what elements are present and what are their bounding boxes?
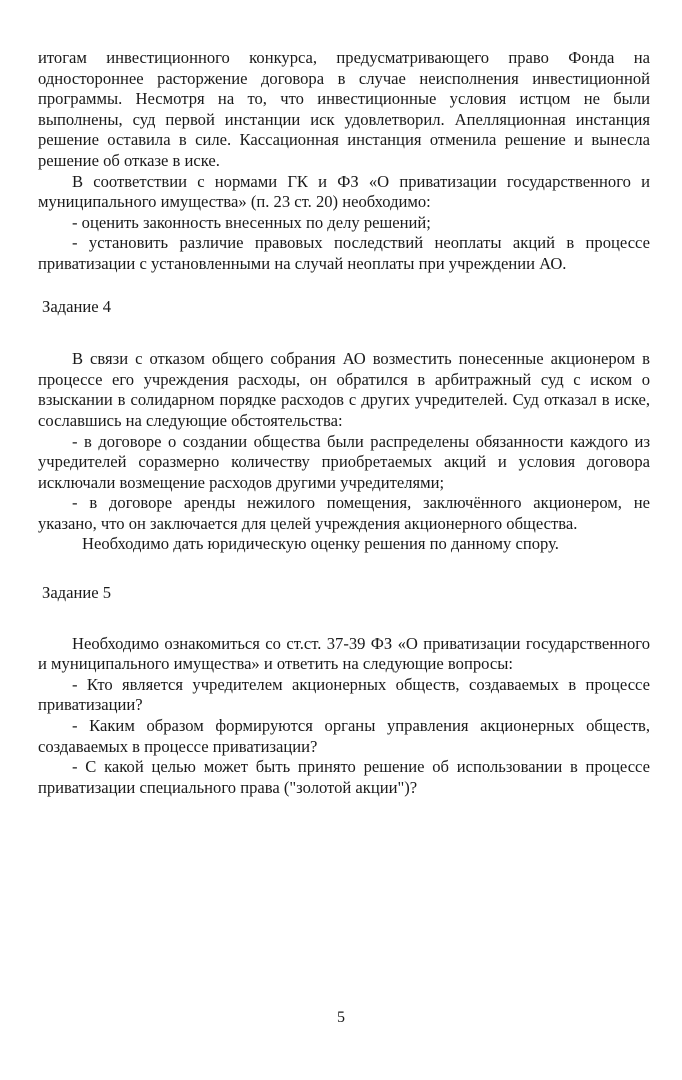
list-item: - оценить законность внесенных по делу решений;: [72, 212, 431, 232]
list-item: - в договоре о создании общества были распределены обязанности каждого из учредителей соразмерно количеству приобретаемых акций и условия договора исключали возмещение расходов другими учредителями;: [38, 431, 650, 492]
page-number: 5: [337, 1009, 345, 1026]
document-page: [38, 48, 650, 798]
task-5-heading: Задание 5: [42, 583, 112, 603]
task-4-closing: Необходимо дать юридическую оценку решения по данному спору.: [82, 534, 559, 554]
list-item: - С какой целью может быть принято решение об использовании в процессе приватизации специального права ("золотой акции")?: [38, 757, 650, 797]
list-item: - установить различие правовых последствий неоплаты акций в процессе приватизации с установленными на случай неоплаты при учреждении АО.: [38, 233, 650, 273]
list-item: - в договоре аренды нежилого помещения, заключённого акционером, не указано, что он заключается для целей учреждения акционерного общества.: [38, 493, 650, 533]
paragraph-continuation: итогам инвестиционного конкурса, предусматривающего право Фонда на одностороннее расторжение договора в случае неисполнения инвестиционной программы. Несмотря на то, что инвестиционные условия истцом не были выполнены, суд первой инстанции иск удовлетворил. Апелляционная инстанция решение оставила в силе. Кассационная инстанция отменила решение и вынесла решение об отказе в иске.: [38, 48, 650, 170]
spacer: [38, 275, 650, 297]
task-4-paragraph: В связи с отказом общего собрания АО возместить понесенные акционером в процессе его учреждения расходы, он обратился в арбитражный суд с иском о взыскании в солидарном порядке расходов с других учредителей. Суд отказал в иске, сославшись на следующие обстоятельства:: [38, 349, 650, 430]
task-4-heading: Задание 4: [42, 296, 112, 316]
spacer: [38, 317, 650, 349]
spacer: [38, 555, 650, 583]
paragraph-requirements-intro: В соответствии с нормами ГК и ФЗ «О приватизации государственного и муниципального имущества» (п. 23 ст. 20) необходимо:: [38, 171, 650, 212]
spacer: [38, 604, 650, 634]
task-5-paragraph: Необходимо ознакомиться со ст.ст. 37-39 ФЗ «О приватизации государственного и муниципального имущества» и ответить на следующие вопросы:: [38, 633, 650, 674]
list-item: - Кто является учредителем акционерных обществ, создаваемых в процессе приватизации?: [38, 674, 650, 715]
list-item: - Каким образом формируются органы управления акционерных обществ, создаваемых в процессе приватизации?: [38, 716, 650, 756]
